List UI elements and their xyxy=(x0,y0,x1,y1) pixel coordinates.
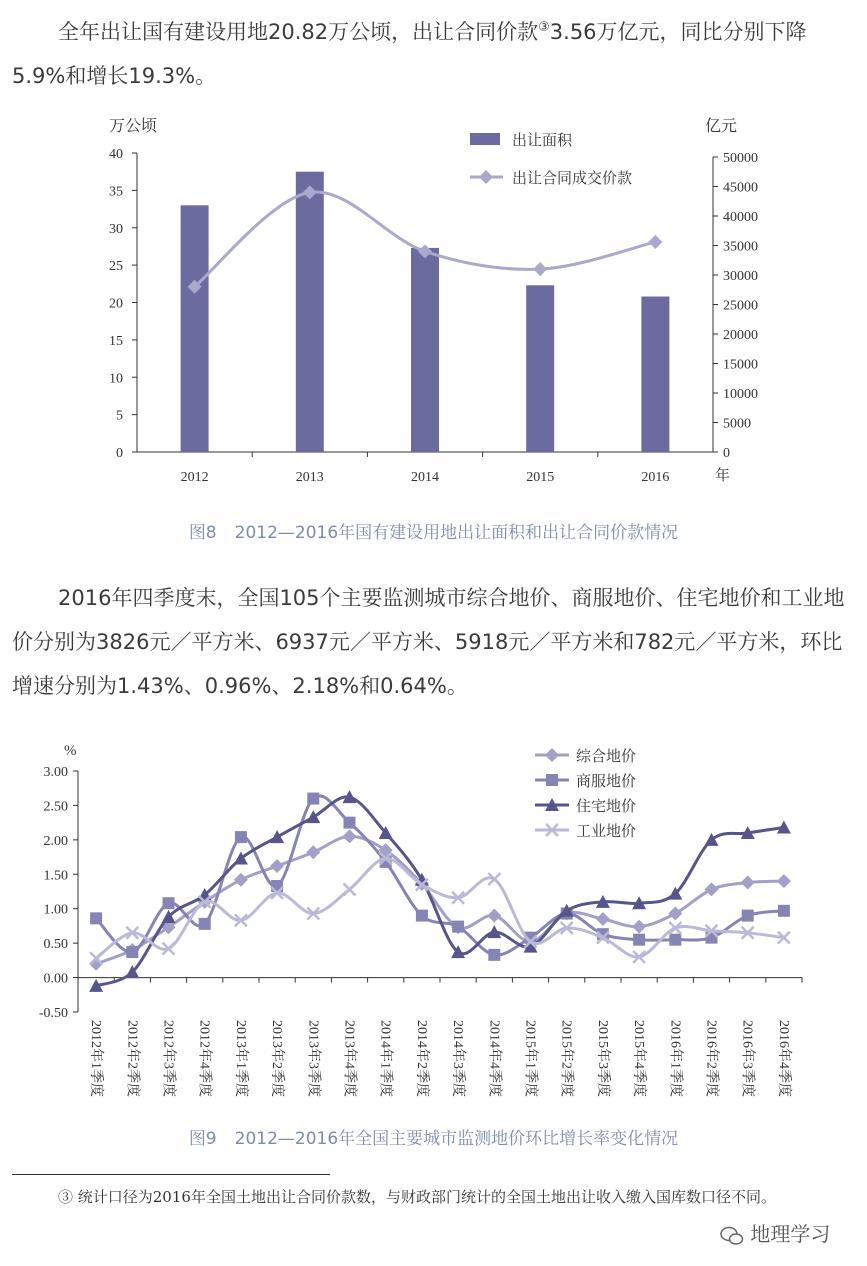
series-2-point-17 xyxy=(705,833,719,846)
x-tick-label: 2015年3季度 xyxy=(594,1020,610,1097)
bar-area-2016 xyxy=(641,297,669,452)
x-tick-label: 2016年3季度 xyxy=(739,1020,755,1097)
left-tick-label: 0 xyxy=(116,446,123,461)
series-3-point-7 xyxy=(344,883,356,895)
left-tick-label: 30 xyxy=(109,221,123,237)
legend-label-3: 工业地价 xyxy=(576,824,637,840)
series-0-point-7 xyxy=(343,829,357,843)
legend-label-2: 住宅地价 xyxy=(576,799,637,815)
paragraph-land-price: 2016年四季度末，全国105个主要监测城市综合地价、商服地价、住宅地价和工业地价分别为3826元／平方米、6937元／平方米、5918元／平方米和782元／平方米，环比增速分别为1.43%、0.96%、2.18%和0.64%。 xyxy=(12,586,845,698)
chart-fig8-land-transfer xyxy=(0,105,867,490)
series-1-point-16 xyxy=(669,934,681,946)
right-axis-title: 亿元 xyxy=(705,118,738,135)
y-tick-label: 1.50 xyxy=(43,868,68,884)
caption-fig8: 图8 2012—2016年国有建设用地出让面积和出让合同价款情况 xyxy=(188,523,679,543)
x-tick-label: 2016年2季度 xyxy=(703,1020,719,1097)
series-0-point-17 xyxy=(705,882,719,896)
series-0-point-14 xyxy=(596,912,610,926)
y-tick-label: -0.50 xyxy=(38,1006,68,1021)
left-tick-label: 10 xyxy=(109,371,123,387)
series-0-point-4 xyxy=(234,873,248,887)
right-tick-label: 5000 xyxy=(723,416,751,432)
paragraph-land-transfer: 全年出让国有建设用地20.82万公顷，出让合同价款③3.56万亿元，同比分别下降5.9%和增长19.3%。 xyxy=(12,20,807,88)
bar-area-2013 xyxy=(296,172,324,452)
x-tick-label: 2014 xyxy=(411,470,439,485)
footnote: ③ 统计口径为2016年全国土地出让合同价款数，与财政部门统计的全国土地出让收入缴入国库数口径不同。 xyxy=(58,1188,776,1206)
right-tick-label: 50000 xyxy=(723,151,758,166)
y-tick-label: 3.00 xyxy=(43,765,68,780)
series-1-point-11 xyxy=(488,949,500,961)
x-tick-label: 2014年2季度 xyxy=(413,1020,429,1097)
x-tick-label: 2013年2季度 xyxy=(269,1020,285,1097)
series-1-point-3 xyxy=(199,918,211,930)
series-1-point-9 xyxy=(416,910,428,922)
right-tick-label: 35000 xyxy=(723,239,758,255)
series-0-point-16 xyxy=(668,907,682,921)
y-tick-label: 2.50 xyxy=(43,799,68,815)
x-unit-label: 年 xyxy=(715,468,731,484)
left-tick-label: 35 xyxy=(109,184,123,200)
x-tick-label: 2015年1季度 xyxy=(522,1020,538,1097)
x-tick-label: 2014年4季度 xyxy=(486,1020,502,1097)
right-tick-label: 45000 xyxy=(723,180,758,196)
series-1-point-15 xyxy=(633,934,645,946)
x-tick-label: 2013 xyxy=(295,470,324,485)
x-tick-label: 2012年4季度 xyxy=(196,1020,212,1097)
left-tick-label: 15 xyxy=(109,333,123,349)
legend-label-area: 出让面积 xyxy=(512,133,573,149)
x-tick-label: 2015 xyxy=(526,470,555,485)
y-axis-unit: % xyxy=(64,743,77,759)
legend-label-1: 商服地价 xyxy=(576,774,637,790)
series-0-point-5 xyxy=(270,859,284,873)
series-line-2 xyxy=(96,797,784,986)
left-tick-label: 25 xyxy=(109,259,123,275)
legend-marker-0 xyxy=(545,748,559,762)
x-tick-label: 2015年2季度 xyxy=(558,1020,574,1097)
left-tick-label: 20 xyxy=(109,296,123,312)
x-tick-label: 2014年1季度 xyxy=(377,1020,393,1097)
x-tick-label: 2013年1季度 xyxy=(232,1020,248,1097)
legend-label-price: 出让合同成交价款 xyxy=(512,171,633,187)
series-1-point-19 xyxy=(778,905,790,917)
x-tick-label: 2016年4季度 xyxy=(775,1020,791,1097)
legend-label-0: 综合地价 xyxy=(576,749,637,765)
chart-fig9-land-price-growth xyxy=(0,735,867,1105)
right-tick-label: 30000 xyxy=(723,269,758,284)
series-1-point-10 xyxy=(452,921,464,933)
y-tick-label: 1.00 xyxy=(43,902,68,918)
series-0-point-11 xyxy=(487,909,501,923)
series-0-point-19 xyxy=(777,874,791,888)
x-tick-label: 2016年1季度 xyxy=(667,1020,683,1097)
watermark: 地理学习 xyxy=(720,1218,830,1247)
right-tick-label: 10000 xyxy=(723,387,758,402)
x-tick-label: 2014年3季度 xyxy=(450,1020,466,1097)
right-tick-label: 25000 xyxy=(723,298,758,314)
x-tick-label: 2012年2季度 xyxy=(124,1020,140,1097)
series-1-point-6 xyxy=(307,793,319,805)
series-1-point-18 xyxy=(742,910,754,922)
right-tick-label: 0 xyxy=(723,446,730,461)
series-line-1 xyxy=(96,796,784,955)
y-tick-label: 0.50 xyxy=(43,937,68,953)
series-1-point-7 xyxy=(344,817,356,829)
legend-marker-1 xyxy=(546,774,558,786)
series-0-point-15 xyxy=(632,920,646,934)
x-tick-label: 2016 xyxy=(641,470,670,485)
price-marker-2015 xyxy=(533,262,547,276)
bar-area-2014 xyxy=(411,248,439,452)
left-tick-label: 40 xyxy=(109,147,123,162)
wechat-icon xyxy=(720,1225,744,1247)
series-1-point-1 xyxy=(126,946,138,958)
series-1-point-4 xyxy=(235,831,247,843)
x-tick-label: 2013年3季度 xyxy=(305,1020,321,1097)
caption-fig9: 图9 2012—2016年全国主要城市监测地价环比增长率变化情况 xyxy=(188,1129,679,1149)
series-1-point-2 xyxy=(163,897,175,909)
left-axis-title: 万公顷 xyxy=(109,118,158,135)
footnote-ref: ③ xyxy=(538,20,550,35)
bar-area-2012 xyxy=(181,205,209,452)
right-tick-label: 20000 xyxy=(723,328,758,343)
x-tick-label: 2012年3季度 xyxy=(160,1020,176,1097)
series-0-point-6 xyxy=(306,845,320,859)
x-tick-label: 2012年1季度 xyxy=(88,1020,104,1097)
y-tick-label: 0.00 xyxy=(43,971,68,987)
bar-area-2015 xyxy=(526,285,554,452)
series-1-point-0 xyxy=(90,912,102,924)
price-marker-2016 xyxy=(648,235,662,249)
series-0-point-18 xyxy=(741,876,755,890)
x-tick-label: 2013年4季度 xyxy=(341,1020,357,1097)
y-tick-label: 2.00 xyxy=(43,833,68,849)
footnote-divider xyxy=(12,1174,330,1175)
right-tick-label: 15000 xyxy=(723,357,758,373)
x-tick-label: 2012 xyxy=(180,470,209,485)
x-tick-label: 2015年4季度 xyxy=(631,1020,647,1097)
left-tick-label: 5 xyxy=(116,408,123,424)
series-2-point-5 xyxy=(270,830,284,843)
legend-marker-price xyxy=(479,170,493,184)
legend-swatch-area xyxy=(470,133,500,145)
right-tick-label: 40000 xyxy=(723,210,758,225)
